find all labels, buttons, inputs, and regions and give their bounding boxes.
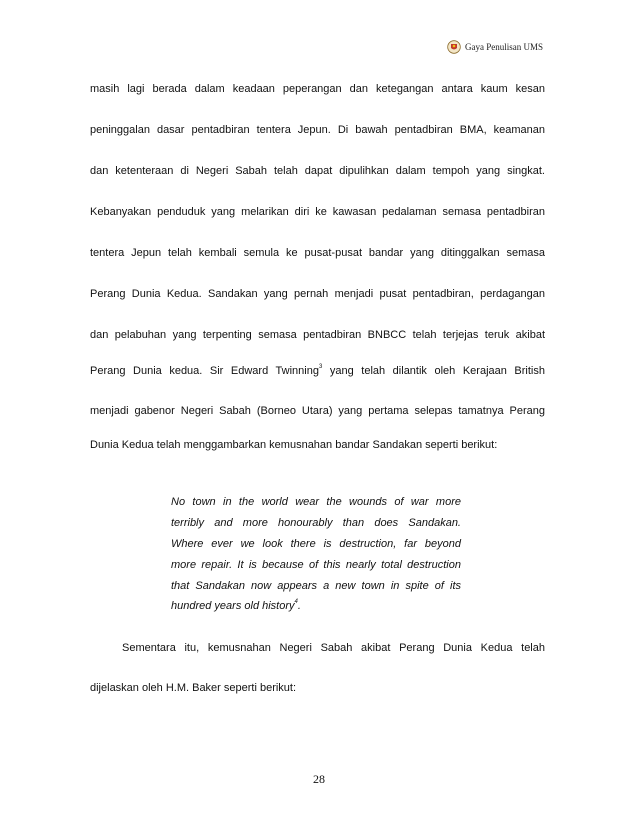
university-crest-icon <box>447 40 461 54</box>
text-line: menjadi gabenor Negeri Sabah (Borneo Utara) yang pertama selepas tamatnya Perang <box>90 405 545 417</box>
quote-line: Where ever we look there is destruction, far beyond <box>171 538 461 550</box>
line-text: hundred years old history <box>171 600 295 612</box>
quote-line: that Sandakan now appears a new town in spite of its <box>171 580 461 592</box>
quote-line: No town in the world wear the wounds of war more <box>171 496 461 508</box>
header-text: Gaya Penulisan UMS <box>465 42 543 52</box>
quote-line: terribly and more honourably than does Sandakan. <box>171 517 461 529</box>
text-line: tentera Jepun telah kembali semula ke pusat-pusat bandar yang ditinggalkan semasa <box>90 247 545 259</box>
text-line <box>90 364 545 377</box>
quote-line: more repair. It is because of this nearly total destruction <box>171 559 461 571</box>
text-line: dan ketenteraan di Negeri Sabah telah dapat dipulihkan dalam tempoh yang singkat. <box>90 165 545 177</box>
text-line: peninggalan dasar pentadbiran tentera Jepun. Di bawah pentadbiran BMA, keamanan <box>90 124 545 136</box>
footnote-marker: 4 <box>294 599 298 605</box>
text-line: masih lagi berada dalam keadaan peperangan dan ketegangan antara kaum kesan <box>90 83 545 95</box>
text-line: dijelaskan oleh H.M. Baker seperti berikut: <box>90 682 297 694</box>
quote-line <box>171 599 461 612</box>
footnote-marker: 3 <box>318 364 323 370</box>
line-text: . <box>297 600 301 612</box>
page-number: 28 <box>313 772 325 786</box>
line-text: Perang Dunia kedua. Sir Edward Twinning <box>90 365 319 377</box>
text-line: Kebanyakan penduduk yang melarikan diri ke kawasan pedalaman semasa pentadbiran <box>90 206 545 218</box>
text-line: Dunia Kedua telah menggambarkan kemusnahan bandar Sandakan seperti berikut: <box>90 439 498 451</box>
line-text: yang telah dilantik oleh Kerajaan British <box>322 365 545 377</box>
text-line: Sementara itu, kemusnahan Negeri Sabah akibat Perang Dunia Kedua telah <box>122 642 545 654</box>
page-header <box>447 40 543 54</box>
text-line: dan pelabuhan yang terpenting semasa pentadbiran BNBCC telah terjejas teruk akibat <box>90 329 545 341</box>
text-line: Perang Dunia Kedua. Sandakan yang pernah menjadi pusat pentadbiran, perdagangan <box>90 288 545 300</box>
